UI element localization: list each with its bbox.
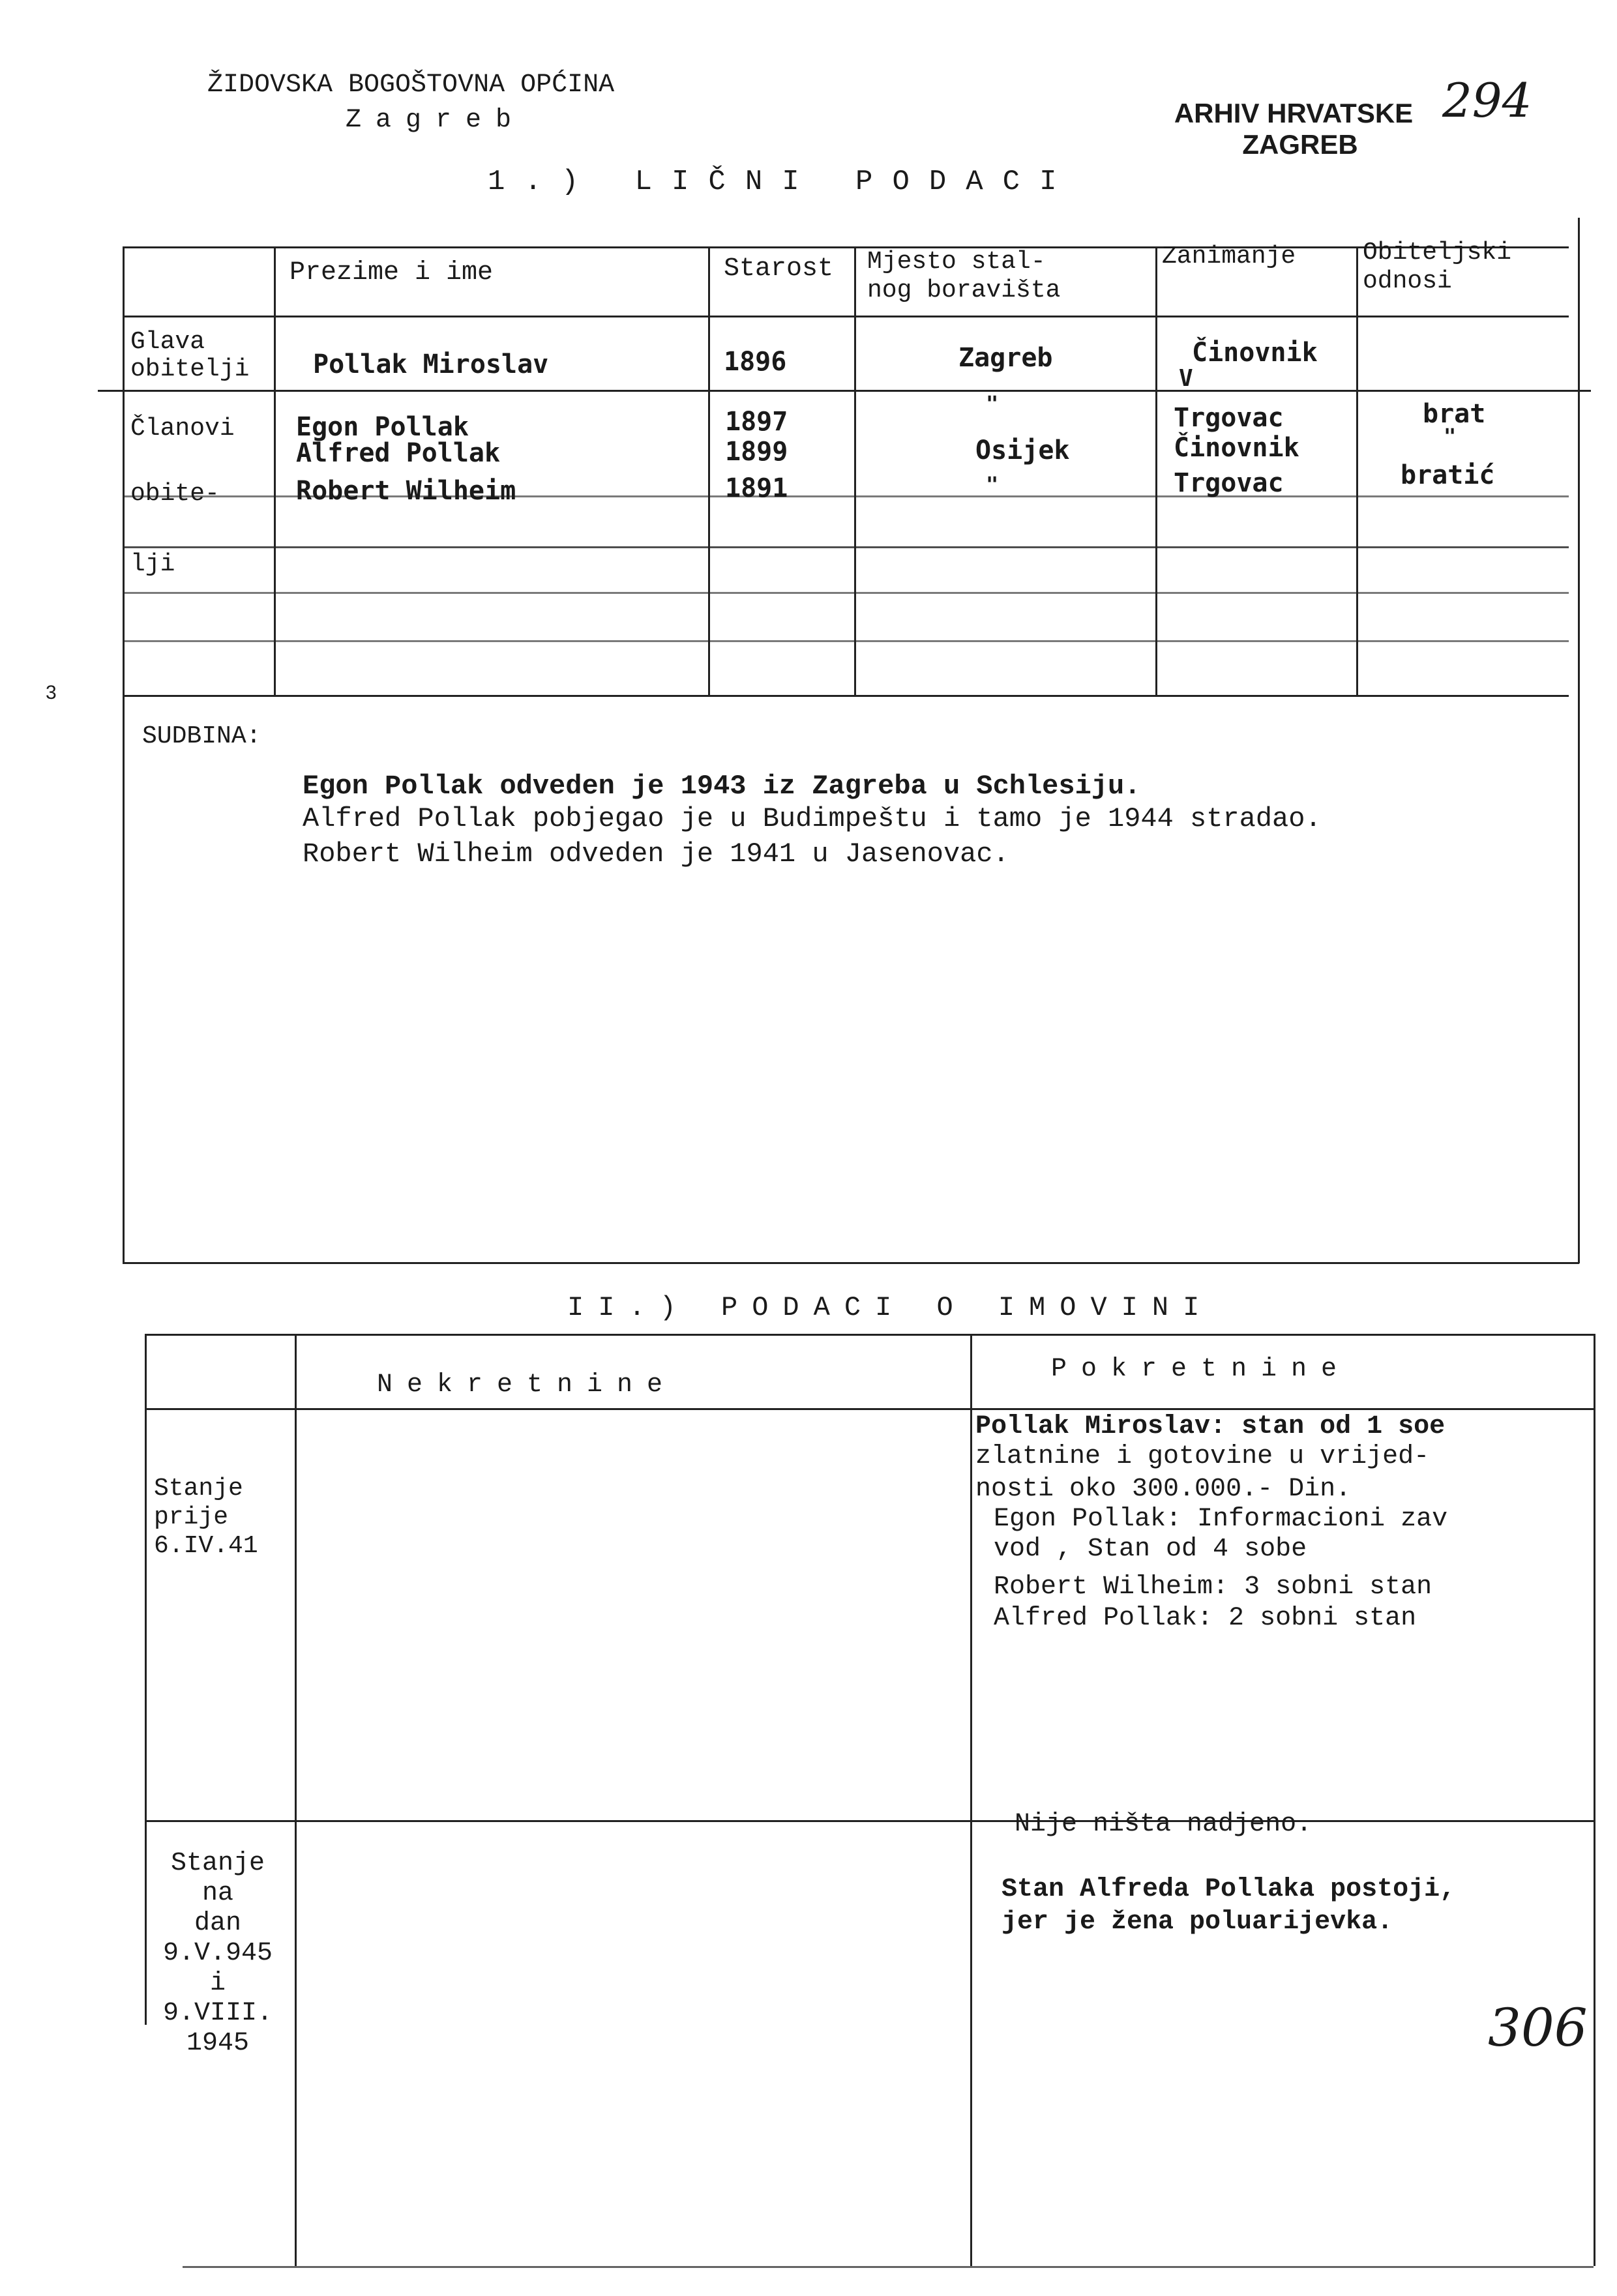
movable-line-5: vod , Stan od 4 sobe [994, 1535, 1307, 1564]
member-1-name: Egon Pollak [296, 412, 469, 442]
member-1-occupation: Trgovac [1174, 403, 1284, 433]
label-members-1: Članovi [130, 415, 235, 443]
member-3-name: Robert Wilheim [296, 476, 516, 506]
member-2-residence: Osijek [975, 435, 1070, 465]
occupation-mark: V [1179, 365, 1193, 392]
city-name: Zagreb [346, 106, 526, 135]
movable2-line-3: jer je žena poluarijevka. [1001, 1907, 1393, 1937]
member-1-age: 1897 [725, 407, 788, 437]
row2-label: Stanje na dan 9.V.945 i 9.VIII. 1945 [163, 1849, 273, 2058]
member-3-relation: bratić [1401, 460, 1495, 490]
stamp-line1: ARHIV HRVATSKE [1174, 98, 1414, 128]
movable-line-2: zlatnine i gotovine u vrijed- [975, 1442, 1430, 1471]
folio-number-bottom: 306 [1488, 1997, 1588, 2058]
label-members-2: obite- [130, 480, 220, 508]
movable2-line-2: Stan Alfreda Pollaka postoji, [1001, 1875, 1456, 1904]
fate-line-2: Alfred Pollak pobjegao je u Budimpeštu i tamo je 1944 stradao. [303, 803, 1322, 834]
member-2-age: 1899 [725, 437, 788, 467]
head-age: 1896 [724, 347, 787, 377]
fate-label: SUDBINA: [142, 722, 261, 750]
margin-mark: 3 [46, 682, 57, 703]
label-members-3: lji [130, 550, 175, 578]
movable-line-6: Robert Wilheim: 3 sobni stan [994, 1572, 1432, 1602]
fate-line-1: Egon Pollak odveden je 1943 iz Zagreba u Schlesiju. [303, 771, 1141, 802]
member-2-name: Alfred Pollak [296, 438, 501, 468]
head-occupation: Činovnik [1192, 338, 1318, 368]
member-3-occupation: Trgovac [1174, 468, 1284, 498]
member-1-residence: " [986, 391, 999, 416]
header-immovable: Nekretnine [377, 1370, 677, 1400]
folio-number: 294 [1442, 73, 1532, 128]
header-residence: Mjesto stal- nog boravišta [867, 248, 1061, 304]
member-2-relation: " [1444, 424, 1457, 449]
movable2-line-1: Nije ništa nadjeno. [1015, 1810, 1313, 1839]
head-name: Pollak Miroslav [313, 349, 549, 379]
section2-title: II.) PODACI O IMOVINI [567, 1292, 1214, 1323]
member-3-residence: " [986, 472, 999, 497]
movable-line-7: Alfred Pollak: 2 sobni stan [994, 1604, 1417, 1633]
header-name: Prezime i ime [289, 258, 494, 287]
movable-line-1: Pollak Miroslav: stan od 1 soe [975, 1412, 1446, 1441]
archive-stamp [1150, 98, 1437, 160]
movable-line-4: Egon Pollak: Informacioni zav [994, 1505, 1448, 1534]
member-3-age: 1891 [725, 473, 788, 503]
movable-line-3: nosti oko 300.000.- Din. [975, 1475, 1352, 1504]
header-age: Starost [724, 254, 834, 284]
header-relation: Obiteljski odnosi [1363, 239, 1512, 295]
stamp-line2: ZAGREB [1242, 129, 1358, 160]
row1-label: Stanje prije 6.IV.41 [154, 1475, 258, 1560]
member-2-occupation: Činovnik [1174, 433, 1299, 463]
section1-title: 1.) LIČNI PODACI [488, 166, 1076, 198]
community-name: ŽIDOVSKA BOGOŠTOVNA OPĆINA [207, 70, 615, 100]
member-1-relation: brat [1423, 399, 1486, 429]
label-head: Glava obitelji [130, 328, 250, 383]
header-occupation: Zanimanje [1162, 243, 1296, 271]
head-residence: Zagreb [958, 343, 1053, 373]
header-movable: Pokretnine [1051, 1355, 1352, 1384]
fate-line-3: Robert Wilheim odveden je 1941 u Jasenovac. [303, 838, 1009, 870]
